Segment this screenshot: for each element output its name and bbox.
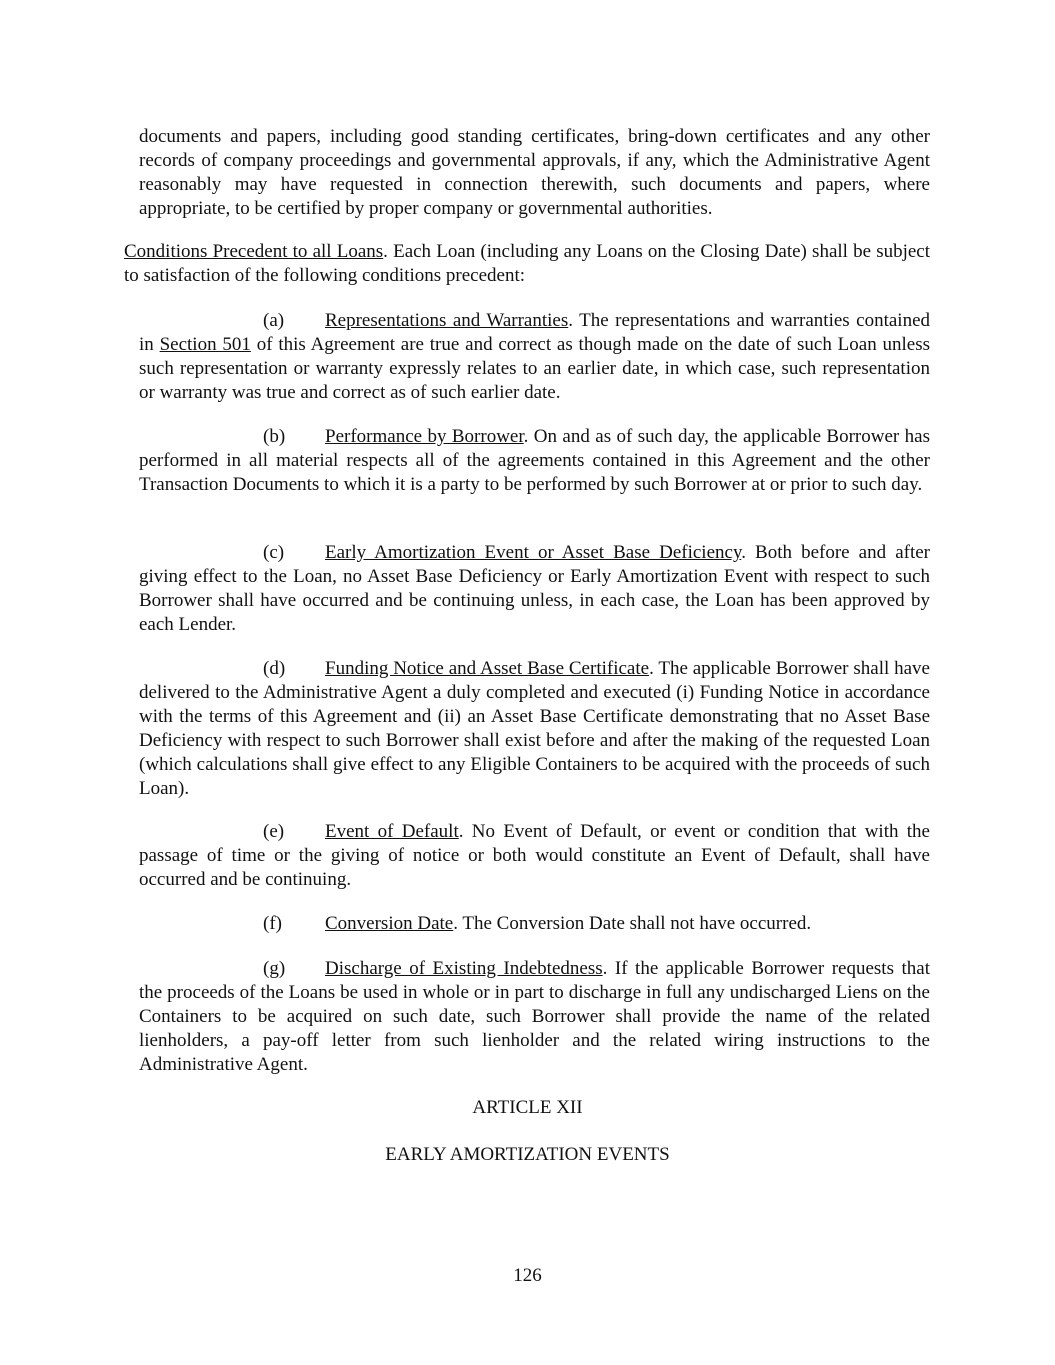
item-text: . On and as of such day, the applicable Borrower has performed in all material respects all of the agreements contained in this Agreement and the other Transaction Documents to which it is a party to be performed by such Borrower at or prior to such day. [139,426,930,495]
article-number: ARTICLE XII [472,1097,583,1118]
item-title: Funding Notice and Asset Base Certificate [325,658,650,679]
condition-item-e [139,820,930,892]
conditions-text: . Each Loan (including any Loans on the Closing Date) shall be subject to satisfaction of the following conditions precedent: [124,241,931,286]
intro-paragraph: documents and papers, including good standing certificates, bring-down certificates and any other records of company proceedings and governmental approvals, if any, which the Administrative Agent reasonably may have requested in connection therewith, such documents and papers, where appropriate, to be certified by proper company or governmental authorities. [139,126,930,219]
item-label: (f) [263,913,282,934]
item-text: . The Conversion Date shall not have occurred. [453,913,812,934]
item-label: (e) [263,821,285,842]
conditions-heading: Conditions Precedent to all Loans [124,241,384,262]
item-text: . No Event of Default, or event or condition that with the passage of time or the giving of notice or both would constitute an Event of Default, shall have occurred and be continuing. [139,821,930,890]
article-title: EARLY AMORTIZATION EVENTS [385,1144,670,1165]
item-text: . The applicable Borrower shall have delivered to the Administrative Agent a duly completed and executed (i) Funding Notice in accordance with the terms of this Agreement and (ii) an Asset Base Certificate demonstrating that no Asset Base Deficiency with respect to such Borrower shall exist before and after the making of the requested Loan (which calculations shall give effect to any Eligible Containers to be acquired with the proceeds of such Loan). [139,658,930,799]
item-title: Event of Default [325,821,459,842]
condition-item-b [139,425,930,497]
item-title: Early Amortization Event or Asset Base Deficiency [325,542,742,563]
condition-item-a [139,309,930,405]
conditions-paragraph [124,240,930,288]
item-text: . If the applicable Borrower requests that the proceeds of the Loans be used in whole or in part to discharge in full any undischarged Liens on the Containers to be acquired on such date, such Borrower shall provide the name of the related lienholders, a pay-off letter from such lienholder and the related wiring instructions to the Administrative Agent. [139,958,930,1075]
condition-item-c [139,541,930,637]
item-title: Discharge of Existing Indebtedness [325,958,603,979]
item-label: (b) [263,426,286,447]
item-text-continued: of this Agreement are true and correct as though made on the date of such Loan unless such representation or warranty expressly relates to an earlier date, in which case, such representation or warranty was true and correct as of such earlier date. [139,334,930,403]
item-label: (c) [263,542,285,563]
item-label: (g) [263,958,286,979]
item-title: Performance by Borrower [325,426,524,447]
condition-item-f [139,912,930,936]
section-reference: Section 501 [159,334,251,355]
item-text: . The representations and warranties contained in [139,310,931,355]
item-title: Representations and Warranties [325,310,569,331]
page-number: 126 [513,1265,542,1286]
condition-item-d [139,657,930,801]
item-text: . Both before and after giving effect to the Loan, no Asset Base Deficiency or Early Amortization Event with respect to such Borrower shall have occurred and be continuing unless, in each case, the Loan has been approved by each Lender. [139,542,930,635]
item-label: (a) [263,310,285,331]
item-label: (d) [263,658,286,679]
condition-item-g [139,957,930,1077]
item-title: Conversion Date [325,913,454,934]
